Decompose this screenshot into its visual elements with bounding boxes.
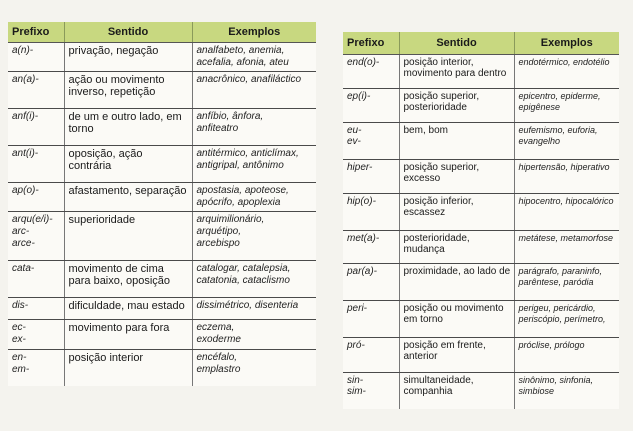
meaning-cell	[399, 300, 514, 337]
header-meaning: Sentido	[399, 32, 514, 54]
meaning-cell	[399, 337, 514, 372]
examples-cell	[514, 54, 619, 88]
prefix-cell-line: pró-	[347, 339, 365, 351]
examples-cell	[192, 211, 316, 260]
prefix-cell-line: arce-	[12, 237, 35, 249]
examples-cell	[192, 349, 316, 386]
table-row	[8, 260, 316, 297]
meaning-cell-line: companhia	[403, 386, 453, 397]
examples-cell-line: catalogar, catalepsia,	[196, 262, 291, 274]
meaning-cell-line: ação ou movimento	[68, 73, 165, 86]
prefix-cell-line: ec-	[12, 321, 26, 333]
examples-cell-line: sinônimo, sinfonia,	[518, 374, 594, 385]
table-row	[343, 88, 619, 122]
table-row	[343, 159, 619, 193]
prefix-cell	[8, 319, 64, 349]
prefix-cell-line: met(a)-	[347, 232, 380, 244]
meaning-cell-line: oposição, ação	[68, 147, 143, 160]
prefix-cell	[343, 159, 399, 193]
examples-cell-line: endotérmico, endotélio	[518, 56, 610, 67]
table-row	[343, 122, 619, 159]
table-row	[8, 349, 316, 386]
table-row	[8, 182, 316, 211]
prefix-cell-line: end(o)-	[347, 56, 380, 68]
meaning-cell-line: em torno	[403, 314, 443, 325]
examples-cell	[514, 300, 619, 337]
meaning-cell-line: posição superior,	[403, 90, 480, 102]
table-row	[8, 108, 316, 145]
examples-cell-line: dissimétrico, disenteria	[196, 299, 299, 311]
meaning-cell	[399, 122, 514, 159]
meaning-cell	[64, 145, 192, 182]
examples-cell-line: parêntese, paródia	[518, 277, 594, 287]
meaning-cell-line: posição superior,	[403, 161, 480, 173]
prefix-cell-line: cata-	[12, 262, 35, 274]
left-table-body	[8, 42, 316, 386]
examples-cell	[192, 260, 316, 297]
prefix-cell-line: hip(o)-	[347, 195, 376, 207]
examples-cell-line: hipertensão, hiperativo	[518, 161, 610, 172]
prefix-cell	[343, 337, 399, 372]
prefix-cell	[8, 182, 64, 211]
table-row	[8, 145, 316, 182]
meaning-cell-line: proximidade, ao lado de	[403, 265, 511, 277]
prefix-cell-line: dis-	[12, 299, 29, 311]
right-table-body	[343, 54, 619, 409]
examples-cell	[192, 71, 316, 108]
meaning-cell-line: movimento para fora	[68, 321, 170, 334]
header-examples: Exemplos	[514, 32, 619, 54]
examples-cell-line: anfíbio, ânfora,	[196, 110, 264, 122]
prefix-cell	[8, 71, 64, 108]
prefix-cell	[343, 372, 399, 409]
examples-cell-line: apócrifo, apoplexia	[196, 196, 281, 208]
meaning-cell-line: torno	[68, 122, 94, 135]
meaning-cell	[64, 108, 192, 145]
meaning-cell	[64, 260, 192, 297]
table-row	[343, 337, 619, 372]
meaning-cell-line: bem, bom	[403, 124, 448, 136]
meaning-cell	[399, 54, 514, 88]
header-meaning: Sentido	[64, 22, 192, 42]
table-row	[8, 297, 316, 319]
meaning-cell	[399, 230, 514, 263]
examples-cell-line: antigripal, antônimo	[196, 159, 284, 171]
examples-cell-line: evangelho	[518, 136, 561, 146]
table-row	[343, 263, 619, 300]
prefix-cell	[343, 88, 399, 122]
examples-cell-line: eufemismo, euforia,	[518, 124, 598, 135]
prefix-cell	[343, 230, 399, 263]
examples-cell	[192, 319, 316, 349]
meaning-cell-line: movimento para dentro	[403, 68, 507, 79]
prefix-cell	[8, 42, 64, 71]
examples-cell-line: catatonia, cataclismo	[196, 274, 290, 286]
table-row	[343, 54, 619, 88]
prefix-cell-line: ev-	[347, 136, 361, 147]
examples-cell-line: encéfalo,	[196, 351, 238, 363]
meaning-cell-line: posição ou movimento	[403, 302, 504, 314]
meaning-cell-line: afastamento, separação	[68, 184, 187, 197]
meaning-cell-line: dificuldade, mau estado	[68, 299, 185, 312]
prefix-cell	[8, 349, 64, 386]
examples-cell	[514, 263, 619, 300]
prefix-cell-line: em-	[12, 363, 30, 375]
examples-cell-line: exoderme	[196, 333, 241, 345]
prefix-cell	[343, 54, 399, 88]
prefix-cell-line: en-	[12, 351, 27, 363]
meaning-cell-line: escassez	[403, 207, 446, 218]
prefix-cell-line: ap(o)-	[12, 184, 39, 196]
examples-cell	[514, 337, 619, 372]
header-examples: Exemplos	[192, 22, 316, 42]
meaning-cell	[399, 88, 514, 122]
meaning-cell-line: privação, negação	[68, 44, 159, 57]
prefix-cell	[8, 260, 64, 297]
examples-cell	[514, 159, 619, 193]
meaning-cell	[64, 297, 192, 319]
meaning-cell-line: para baixo, oposição	[68, 274, 171, 287]
meaning-cell-line: excesso	[403, 173, 441, 184]
examples-cell-line: próclise, prólogo	[518, 339, 585, 350]
examples-cell-line: anfiteatro	[196, 122, 239, 134]
meaning-cell	[64, 42, 192, 71]
meaning-cell-line: posição interior,	[403, 56, 474, 68]
examples-cell-line: parágrafo, paraninfo,	[518, 265, 603, 276]
meaning-cell	[64, 182, 192, 211]
table-row	[343, 372, 619, 409]
examples-cell-line: hipocentro, hipocalórico	[518, 195, 614, 206]
prefix-cell	[8, 108, 64, 145]
examples-cell-line: epicentro, epiderme,	[518, 90, 601, 101]
meaning-cell-line: contrária	[68, 159, 112, 172]
meaning-cell-line: movimento de cima	[68, 262, 164, 275]
meaning-cell-line: posição em frente,	[403, 339, 486, 351]
examples-cell	[514, 88, 619, 122]
prefix-cell	[343, 122, 399, 159]
meaning-cell-line: posição interior	[68, 351, 144, 364]
prefix-cell-line: ant(i)-	[12, 147, 39, 159]
examples-cell	[514, 122, 619, 159]
meaning-cell-line: posição inferior,	[403, 195, 474, 207]
prefix-cell-line: arc-	[12, 225, 30, 237]
header-prefix: Prefixo	[343, 32, 399, 54]
examples-cell-line: epigênese	[518, 102, 561, 112]
meaning-cell	[64, 349, 192, 386]
examples-cell-line: simbiose	[518, 386, 555, 396]
meaning-cell-line: mudança	[403, 244, 445, 255]
prefix-cell-line: anf(i)-	[12, 110, 39, 122]
meaning-cell-line: de um e outro lado, em	[68, 110, 182, 123]
table-row	[8, 71, 316, 108]
prefix-cell-line: peri-	[347, 302, 368, 314]
meaning-cell	[64, 211, 192, 260]
table-row	[343, 193, 619, 230]
examples-cell	[192, 145, 316, 182]
prefix-cell	[343, 193, 399, 230]
prefix-cell	[8, 145, 64, 182]
examples-cell-line: periscópio, perímetro,	[518, 314, 606, 324]
prefix-cell	[8, 211, 64, 260]
table-row	[8, 211, 316, 260]
examples-cell-line: analfabeto, anemia,	[196, 44, 285, 56]
prefix-cell	[343, 300, 399, 337]
examples-cell	[192, 182, 316, 211]
prefix-cell	[8, 297, 64, 319]
examples-cell-line: antitérmico, anticlímax,	[196, 147, 299, 159]
prefix-cell-line: ex-	[12, 333, 26, 345]
meaning-cell-line: anterior	[403, 351, 438, 362]
examples-cell-line: anacrônico, anafiláctico	[196, 73, 302, 85]
prefix-table-right	[343, 32, 619, 409]
examples-cell-line: apostasia, apoteose,	[196, 184, 289, 196]
prefix-cell-line: par(a)-	[347, 265, 378, 277]
table-row	[8, 319, 316, 349]
prefix-table-left	[8, 22, 316, 386]
table-row	[8, 42, 316, 71]
meaning-cell	[399, 159, 514, 193]
examples-cell-line: arcebispo	[196, 237, 240, 249]
examples-cell	[514, 372, 619, 409]
meaning-cell	[399, 193, 514, 230]
examples-cell	[192, 42, 316, 71]
prefix-cell-line: sim-	[347, 386, 366, 397]
prefix-cell-line: eu-	[347, 124, 362, 136]
prefix-cell-line: arqu(e/i)-	[12, 213, 53, 225]
prefix-cell	[343, 263, 399, 300]
prefix-cell-line: sin-	[347, 374, 364, 386]
prefix-cell-line: an(a)-	[12, 73, 39, 85]
examples-cell	[514, 230, 619, 263]
examples-cell-line: acefalia, afonia, ateu	[196, 56, 289, 68]
prefix-cell-line: ep(i)-	[347, 90, 371, 102]
examples-cell-line: eczema,	[196, 321, 235, 333]
examples-cell-line: metátese, metamorfose	[518, 232, 614, 243]
meaning-cell	[399, 372, 514, 409]
examples-cell-line: arquétipo,	[196, 225, 241, 237]
meaning-cell-line: posterioridade	[403, 102, 467, 113]
meaning-cell-line: posterioridade,	[403, 232, 470, 244]
examples-cell	[514, 193, 619, 230]
examples-cell-line: perigeu, pericárdio,	[518, 302, 596, 313]
examples-cell-line: arquimilionário,	[196, 213, 265, 225]
meaning-cell	[399, 263, 514, 300]
table-row	[343, 300, 619, 337]
table-row	[343, 230, 619, 263]
header-prefix: Prefixo	[8, 22, 64, 42]
examples-cell-line: emplastro	[196, 363, 241, 375]
examples-cell	[192, 297, 316, 319]
prefix-cell-line: a(n)-	[12, 44, 34, 56]
meaning-cell-line: simultaneidade,	[403, 374, 474, 386]
examples-cell	[192, 108, 316, 145]
meaning-cell	[64, 71, 192, 108]
meaning-cell-line: inverso, repetição	[68, 85, 156, 98]
meaning-cell	[64, 319, 192, 349]
prefix-cell-line: hiper-	[347, 161, 373, 173]
meaning-cell-line: superioridade	[68, 213, 136, 226]
